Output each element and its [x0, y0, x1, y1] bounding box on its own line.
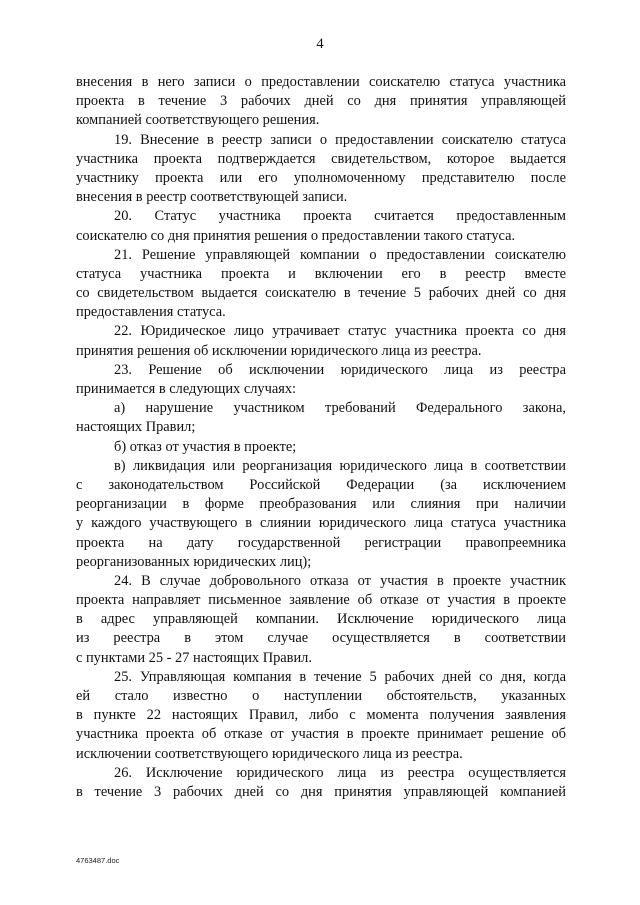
- text-line: 21. Решение управляющей компании о предоставлении соискателю: [114, 246, 566, 263]
- text-line: с пунктами 25 - 27 настоящих Правил.: [76, 649, 312, 666]
- text-line: 22. Юридическое лицо утрачивает статус участника проекта со дня: [114, 323, 566, 340]
- text-line: внесения в реестр соответствующей записи.: [76, 189, 348, 206]
- text-line: б) отказ от участия в проекте;: [114, 438, 297, 455]
- text-line: с законодательством Российской Федерации (за исключением: [76, 476, 566, 493]
- text-line: со свидетельством выдается соискателю в течение 5 рабочих дней со дня: [76, 285, 566, 302]
- text-line: принятия решения об исключении юридического лица из реестра.: [76, 342, 482, 359]
- text-line: статуса участника проекта и включении его в реестр вместе: [76, 265, 566, 282]
- text-line: в) ликвидация или реорганизация юридического лица в соответствии: [114, 457, 566, 474]
- text-line: проекта в течение 3 рабочих дней со дня принятия управляющей: [76, 93, 566, 110]
- text-line: соискателю со дня принятия решения о предоставлении такого статуса.: [76, 227, 516, 244]
- page-number: 4: [316, 36, 324, 52]
- text-line: из реестра в этом случае осуществляется в соответствии: [76, 630, 566, 647]
- file-name-footer: 4763487.doc: [76, 856, 120, 865]
- text-line: в течение 3 рабочих дней со дня принятия управляющей компанией: [76, 783, 566, 800]
- text-line: 26. Исключение юридического лица из реестра осуществляется: [114, 764, 566, 781]
- text-line: проекта на дату государственной регистрации правопреемника: [76, 534, 566, 551]
- text-line: в пункте 22 настоящих Правил, либо с момента получения заявления: [76, 707, 566, 724]
- text-line: реорганизованных юридических лиц);: [76, 553, 312, 570]
- text-line: у каждого участвующего в слиянии юридического лица статуса участника: [76, 515, 566, 532]
- text-line: 25. Управляющая компания в течение 5 рабочих дней со дня, когда: [114, 668, 566, 685]
- text-line: принимается в следующих случаях:: [76, 381, 297, 397]
- text-line: участнику проекта или его уполномоченному представителю после: [76, 169, 566, 186]
- text-line: ей стало известно о наступлении обстоятельств, указанных: [76, 688, 566, 704]
- text-line: 23. Решение об исключении юридического лица из реестра: [114, 361, 566, 378]
- text-line: реорганизации в форме преобразования или слияния при наличии: [76, 496, 566, 513]
- text-line: 19. Внесение в реестр записи о предоставлении соискателю статуса: [114, 131, 566, 148]
- text-line: исключении соответствующего юридического лица из реестра.: [76, 745, 463, 762]
- text-line: внесения в него записи о предоставлении соискателю статуса участника: [76, 74, 566, 90]
- text-line: компанией соответствующего решения.: [76, 112, 320, 129]
- text-line: а) нарушение участником требований Федерального закона,: [114, 400, 566, 417]
- text-line: участника проекта об отказе от участия в проекте принимает решение об: [76, 726, 566, 743]
- text-line: настоящих Правил;: [76, 419, 196, 436]
- document-body: [76, 73, 566, 802]
- text-line: 24. В случае добровольного отказа от участия в проекте участник: [114, 572, 566, 589]
- text-line: 20. Статус участника проекта считается предоставленным: [114, 208, 566, 225]
- text-line: предоставления статуса.: [76, 304, 226, 321]
- text-line: участника проекта подтверждается свидетельством, которое выдается: [76, 150, 566, 167]
- text-line: проекта направляет письменное заявление об отказе от участия в проекте: [76, 592, 566, 609]
- text-line: в адрес управляющей компании. Исключение юридического лица: [76, 611, 566, 628]
